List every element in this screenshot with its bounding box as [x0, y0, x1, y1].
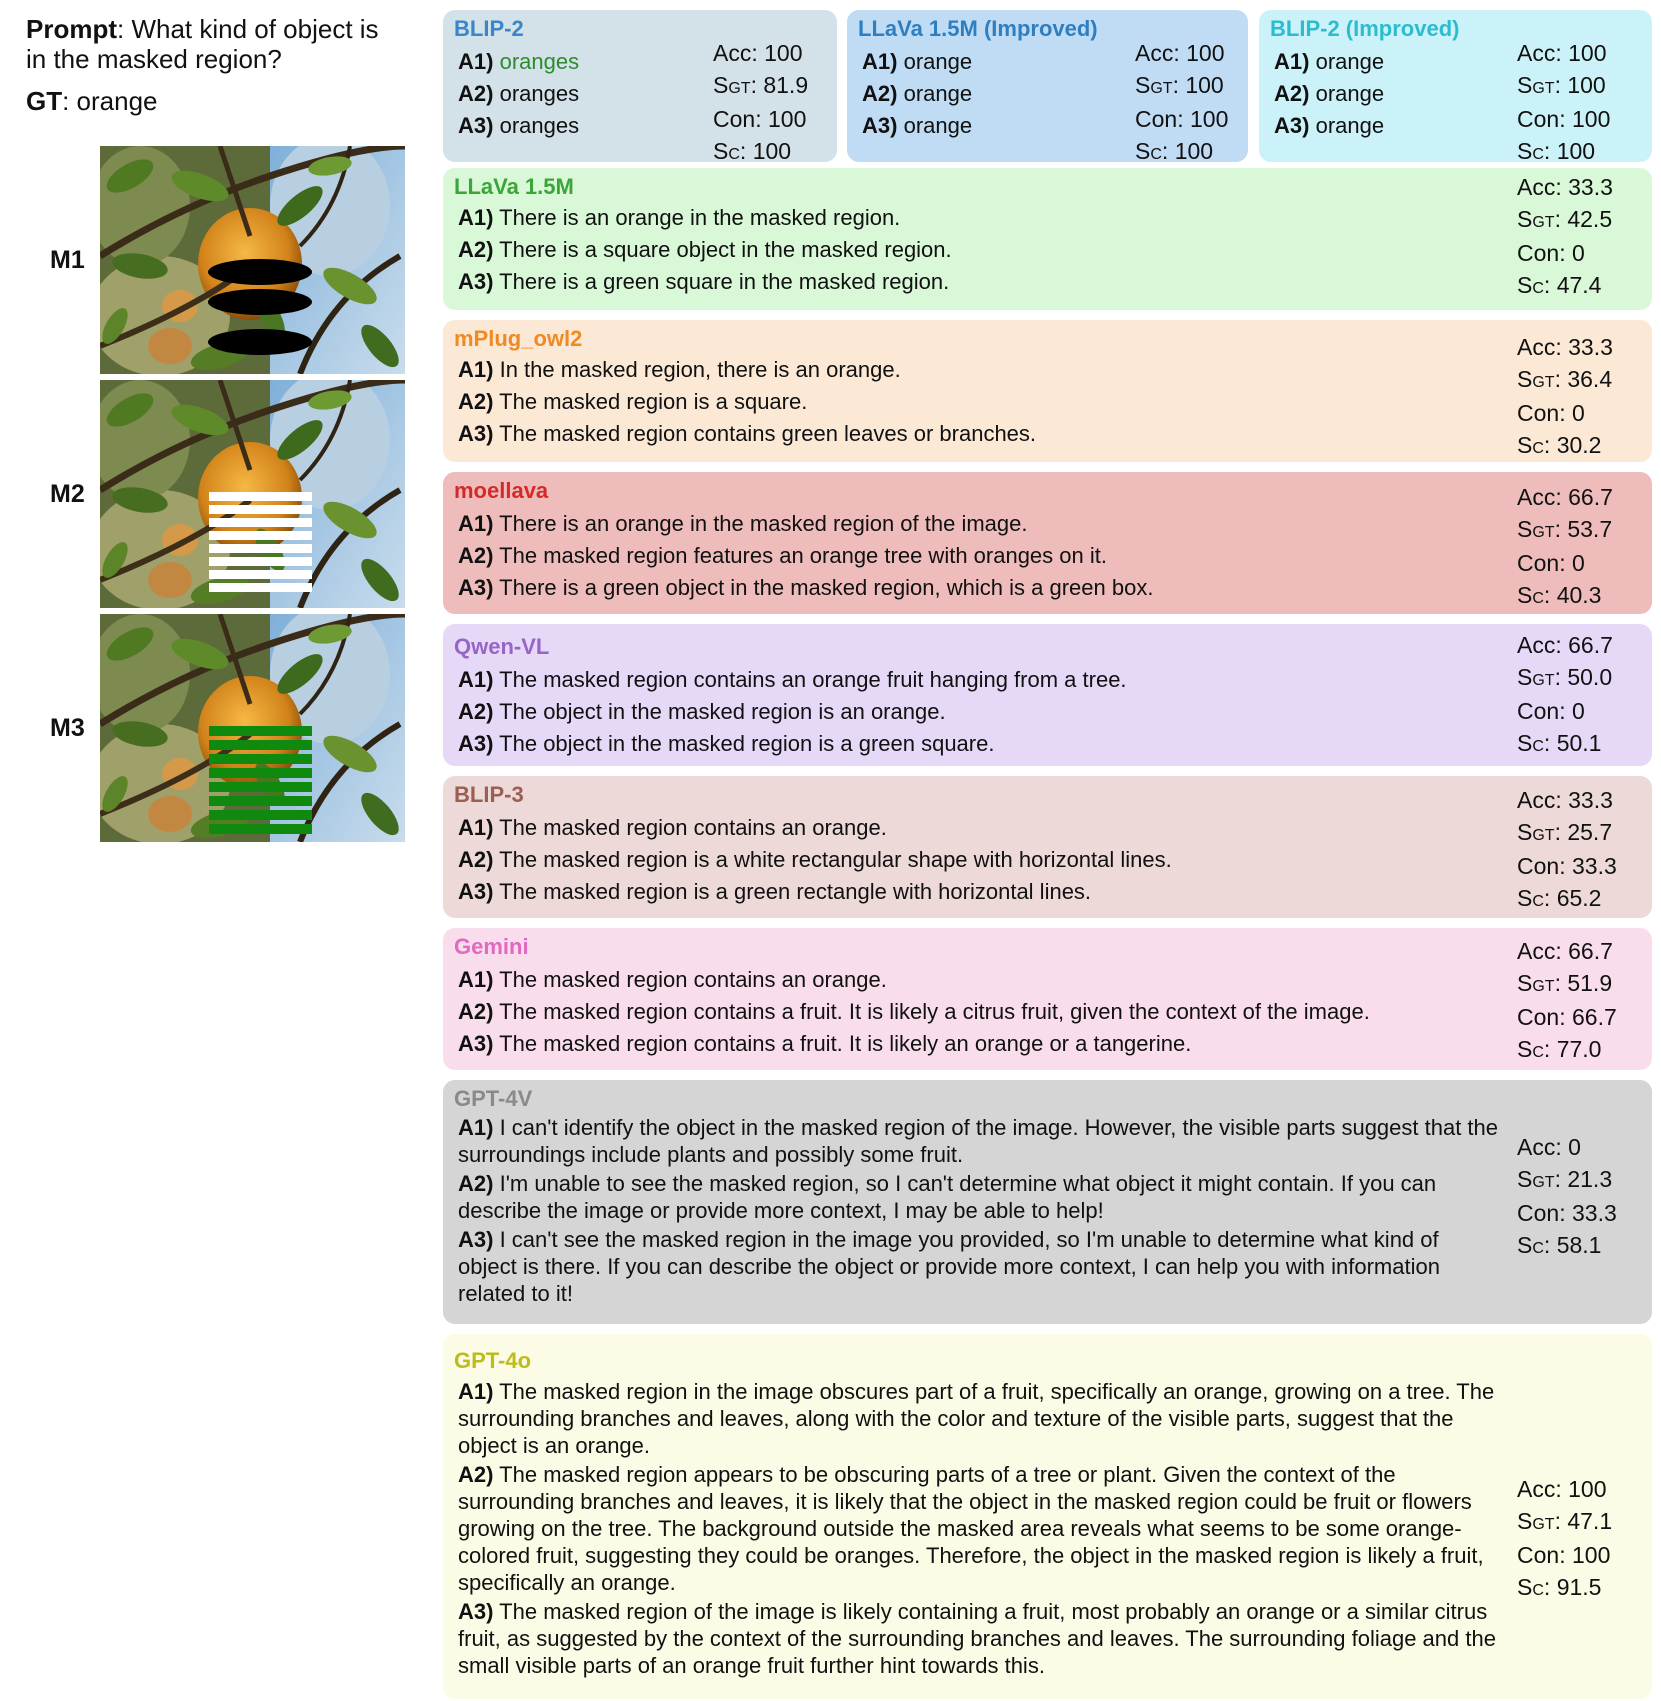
- answer-2: A2) The masked region is a square.: [458, 389, 808, 414]
- metric-acc: Acc: 33.3: [1517, 334, 1613, 360]
- answer-2: A2) There is a square object in the masked region.: [458, 237, 952, 262]
- metric-sc: SC: 30.2: [1517, 431, 1602, 458]
- model-card-mplug-owl2: [443, 320, 1652, 462]
- answer-1: A1) I can't identify the object in the masked region of the image. However, the visible parts suggest that the surroundings include plants and possibly some fruit.: [458, 1115, 1499, 1167]
- mask-label-m3: M3: [50, 714, 85, 742]
- answer-1: A1) There is an orange in the masked region.: [458, 205, 901, 230]
- answer-1: A1) The masked region contains an orange.: [458, 967, 887, 992]
- metrics: [1135, 38, 1228, 170]
- model-name: moellava: [454, 478, 549, 503]
- metrics: [1517, 1474, 1612, 1606]
- answer-3: A3) There is a green object in the masked region, which is a green box.: [458, 575, 1154, 600]
- model-card-gpt4v: [443, 1080, 1652, 1324]
- metric-sc: SC: 100: [1517, 137, 1596, 164]
- metric-sc: SC: 77.0: [1517, 1035, 1602, 1062]
- metric-sc: SC: 40.3: [1517, 581, 1602, 608]
- metric-acc: Acc: 66.7: [1517, 938, 1613, 964]
- metric-con: Con: 0: [1517, 400, 1585, 426]
- metrics: [1517, 482, 1613, 614]
- metric-acc: Acc: 66.7: [1517, 632, 1613, 658]
- metric-con: Con: 66.7: [1517, 1004, 1617, 1030]
- answer-2: A2) oranges: [458, 81, 580, 106]
- model-card-gemini: [443, 928, 1652, 1070]
- metric-con: Con: 0: [1517, 698, 1585, 724]
- mask-ellipses: [208, 259, 312, 355]
- model-card-moellava: [443, 472, 1652, 614]
- metric-sgt: SGT: 51.9: [1517, 969, 1613, 996]
- metric-acc: Acc: 33.3: [1517, 174, 1613, 200]
- answer-3: A3) oranges: [458, 113, 580, 138]
- model-name: GPT-4V: [454, 1086, 533, 1111]
- metrics: [1517, 172, 1613, 304]
- metric-sc: SC: 100: [1135, 137, 1214, 164]
- metric-sgt: SGT: 100: [1517, 71, 1606, 98]
- model-card-llava: [443, 168, 1652, 310]
- answer-1: A1) orange: [1274, 49, 1385, 74]
- answer-1: A1) The masked region contains an orange.: [458, 815, 887, 840]
- answer-3: A3) The masked region contains a fruit. It is likely an orange or a tangerine.: [458, 1031, 1192, 1056]
- mask-label-m1: M1: [50, 246, 85, 274]
- answer-3: A3) I can't see the masked region in the image you provided, so I'm unable to determine what kind of object is there. If you can describe the object or provide more context, I can help you with information related to it!: [458, 1227, 1440, 1306]
- model-card-blip2-improved: [1259, 10, 1652, 162]
- answer-2: A2) The masked region appears to be obscuring parts of a tree or plant. Given the context of the surrounding branches and leaves, it is likely that the object in the masked region could be fruit or flowers growing on the tree. The background outside the masked area reveals what seems to be some orange-colored fruit, suggesting they could be oranges. Therefore, the object in the masked region is likely a fruit, specifically an orange.: [458, 1462, 1484, 1595]
- metric-sc: SC: 65.2: [1517, 884, 1602, 911]
- metric-con: Con: 100: [713, 106, 807, 132]
- answer-3: A3) There is a green square in the masked region.: [458, 269, 950, 294]
- gt-value: : orange: [62, 86, 158, 116]
- masked-image-m2: [100, 380, 405, 608]
- answer-2: A2) The masked region contains a fruit. It is likely a citrus fruit, given the context of the image.: [458, 999, 1370, 1024]
- metric-con: Con: 33.3: [1517, 853, 1617, 879]
- metric-sgt: SGT: 25.7: [1517, 818, 1613, 845]
- masked-image-m3: [100, 614, 405, 842]
- model-card-llava-improved: [847, 10, 1248, 162]
- answer-2: A2) The object in the masked region is an orange.: [458, 699, 946, 724]
- model-card-gpt4o: [443, 1334, 1652, 1699]
- answer-1: A1) The masked region contains an orange fruit hanging from a tree.: [458, 667, 1127, 692]
- masked-image-m1: [100, 146, 405, 374]
- metric-con: Con: 100: [1517, 1542, 1611, 1568]
- metric-con: Con: 100: [1135, 106, 1229, 132]
- model-name: BLIP-3: [454, 782, 524, 807]
- answer-2: A2) The masked region features an orange tree with oranges on it.: [458, 543, 1107, 568]
- prompt-label: Prompt: [26, 14, 117, 44]
- model-name: Gemini: [454, 934, 529, 959]
- metric-acc: Acc: 0: [1517, 1134, 1581, 1160]
- answer-3: A3) orange: [1274, 113, 1385, 138]
- answer-1: A1) In the masked region, there is an orange.: [458, 357, 901, 382]
- answer-list: [862, 48, 972, 144]
- metric-sgt: SGT: 100: [1135, 71, 1224, 98]
- answer-list: [458, 204, 952, 300]
- answer-3: A3) The object in the masked region is a green square.: [458, 731, 995, 756]
- metric-sgt: SGT: 42.5: [1517, 205, 1613, 232]
- metric-sgt: SGT: 21.3: [1517, 1165, 1613, 1192]
- metric-sc: SC: 50.1: [1517, 729, 1602, 756]
- model-name: mPlug_owl2: [454, 326, 583, 351]
- metric-sc: SC: 58.1: [1517, 1231, 1602, 1258]
- answer-2: A2) I'm unable to see the masked region, so I can't determine what object it might contain. If you can describe the image or provide more context, I may be able to help!: [458, 1171, 1437, 1223]
- answer-list: [1274, 48, 1384, 144]
- answer-2: A2) The masked region is a white rectangular shape with horizontal lines.: [458, 847, 1172, 872]
- metric-sc: SC: 91.5: [1517, 1573, 1602, 1600]
- answer-3: A3) orange: [862, 113, 973, 138]
- answer-1: A1) The masked region in the image obscures part of a fruit, specifically an orange, growing on a tree. The surrounding branches and leaves, along with the color and texture of the visible parts, suggest that the object is an orange.: [458, 1379, 1495, 1458]
- metric-sc: SC: 100: [713, 137, 792, 164]
- answer-list: [458, 1378, 1508, 1681]
- metrics: [1517, 38, 1610, 170]
- answer-1: A1) orange: [862, 49, 973, 74]
- mask-label-m2: M2: [50, 480, 85, 508]
- metrics: [1517, 332, 1613, 464]
- model-name: BLIP-2 (Improved): [1270, 16, 1460, 41]
- metric-con: Con: 33.3: [1517, 1200, 1617, 1226]
- metrics: [713, 38, 808, 170]
- ground-truth: [26, 86, 158, 116]
- answer-1: A1) oranges: [458, 49, 580, 74]
- answer-1: A1) There is an orange in the masked region of the image.: [458, 511, 1028, 536]
- metric-con: Con: 100: [1517, 106, 1611, 132]
- metric-acc: Acc: 100: [713, 40, 803, 66]
- model-card-qwen-vl: [443, 624, 1652, 766]
- model-name: LLaVa 1.5M (Improved): [858, 16, 1098, 41]
- metric-sgt: SGT: 36.4: [1517, 365, 1613, 392]
- answer-list: [458, 814, 1172, 910]
- metric-sc: SC: 47.4: [1517, 271, 1602, 298]
- metric-sgt: SGT: 81.9: [713, 71, 809, 98]
- metric-con: Con: 0: [1517, 240, 1585, 266]
- metrics: [1517, 785, 1617, 917]
- answer-3: A3) The masked region contains green leaves or branches.: [458, 421, 1037, 446]
- answer-3: A3) The masked region is a green rectangle with horizontal lines.: [458, 879, 1092, 904]
- model-card-blip2: [443, 10, 837, 162]
- metric-sgt: SGT: 47.1: [1517, 1507, 1613, 1534]
- metric-acc: Acc: 100: [1517, 1476, 1607, 1502]
- prompt-question: : What kind of object is in the masked region?: [26, 14, 379, 74]
- answer-2: A2) orange: [1274, 81, 1385, 106]
- answer-list: [458, 966, 1370, 1062]
- answer-list: [458, 1114, 1498, 1309]
- answer-list: [458, 356, 1036, 452]
- metric-acc: Acc: 100: [1517, 40, 1607, 66]
- model-name: Qwen-VL: [454, 634, 550, 659]
- gt-label: GT: [26, 86, 63, 116]
- answer-3: A3) The masked region of the image is likely containing a fruit, most probably an orange or a similar citrus fruit, as suggested by the context of the surrounding branches and leaves. The surrounding foliage and the small visible parts of an orange fruit further hint towards this.: [458, 1599, 1496, 1678]
- model-name: GPT-4o: [454, 1348, 532, 1373]
- answer-list: [458, 48, 579, 144]
- model-card-blip3: [443, 776, 1652, 918]
- metrics: [1517, 1132, 1617, 1264]
- prompt-text: [26, 14, 406, 74]
- model-name: BLIP-2: [454, 16, 524, 41]
- metrics: [1517, 630, 1613, 762]
- metrics: [1517, 936, 1617, 1068]
- model-name: LLaVa 1.5M: [454, 174, 574, 199]
- metric-acc: Acc: 100: [1135, 40, 1225, 66]
- metric-acc: Acc: 66.7: [1517, 484, 1613, 510]
- metric-sgt: SGT: 50.0: [1517, 663, 1613, 690]
- answer-list: [458, 510, 1153, 606]
- answer-2: A2) orange: [862, 81, 973, 106]
- answer-list: [458, 666, 1127, 762]
- metric-con: Con: 0: [1517, 550, 1585, 576]
- metric-sgt: SGT: 53.7: [1517, 515, 1613, 542]
- metric-acc: Acc: 33.3: [1517, 787, 1613, 813]
